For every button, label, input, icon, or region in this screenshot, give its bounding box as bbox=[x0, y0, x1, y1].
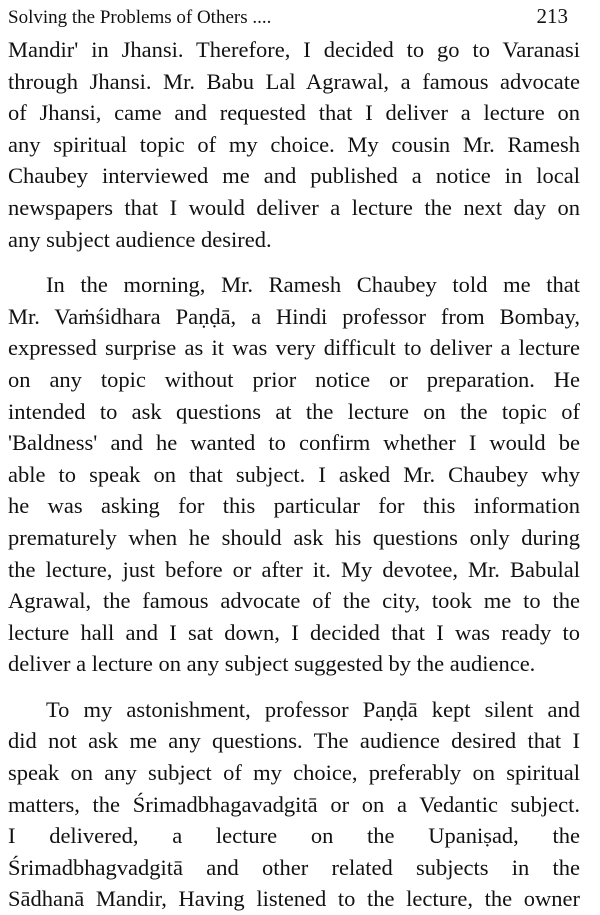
text-line: Mr. Vaṁśidhara Paṇḍā, a Hindi professor from Bombay, bbox=[8, 303, 580, 329]
text-line: prematurely when he should ask his questions only during bbox=[8, 524, 580, 550]
text-line: he was asking for this particular for this information bbox=[8, 493, 580, 519]
text-line: Sādhanā Mandir, Having listened to the lecture, the owner bbox=[8, 886, 580, 912]
text-line: In the morning, Mr. Ramesh Chaubey told me that bbox=[46, 272, 580, 298]
text-line: through Jhansi. Mr. Babu Lal Agrawal, a famous advocate bbox=[8, 68, 580, 94]
running-header bbox=[8, 0, 580, 34]
page-number: 213 bbox=[536, 4, 568, 28]
text-line: of Jhansi, came and requested that I deliver a lecture on bbox=[8, 100, 580, 126]
text-line: any subject audience desired. bbox=[8, 226, 272, 252]
text-line: 'Baldness' and he wanted to confirm whether I would be bbox=[8, 430, 580, 456]
text-line: lecture hall and I sat down, I decided that I was ready to bbox=[8, 619, 580, 645]
text-line: intended to ask questions at the lecture on the topic of bbox=[8, 398, 580, 424]
text-line: speak on any subject of my choice, preferably on spiritual bbox=[8, 760, 580, 786]
text-line: on any topic without prior notice or preparation. He bbox=[8, 366, 580, 392]
text-line: expressed surprise as it was very difficult to deliver a lecture bbox=[8, 335, 580, 361]
text-line: newspapers that I would deliver a lecture the next day on bbox=[8, 194, 580, 220]
text-line: Chaubey interviewed me and published a notice in local bbox=[8, 163, 580, 189]
text-line: matters, the Śrimadbhagavadgitā or on a Vedantic subject. bbox=[8, 791, 580, 817]
text-line: Mandir' in Jhansi. Therefore, I decided to go to Varanasi bbox=[8, 37, 580, 62]
chapter-title: Solving the Problems of Others .... bbox=[8, 7, 272, 28]
text-line: Agrawal, the famous advocate of the city, took me to the bbox=[8, 588, 580, 614]
text-line: the lecture, just before or after it. My devotee, Mr. Babulal bbox=[8, 556, 580, 582]
paragraph-1 bbox=[8, 34, 580, 255]
paragraph-2 bbox=[8, 269, 580, 680]
text-line: Śrimadbhagvadgitā and other related subjects in the bbox=[8, 854, 580, 880]
body-text bbox=[8, 34, 580, 915]
text-line: I delivered, a lecture on the Upaniṣad, the bbox=[8, 823, 580, 849]
text-line: able to speak on that subject. I asked Mr. Chaubey why bbox=[8, 461, 580, 487]
text-line: deliver a lecture on any subject suggested by the audience. bbox=[8, 651, 536, 677]
text-line: To my astonishment, professor Paṇḍā kept silent and bbox=[46, 696, 580, 722]
text-line: did not ask me any questions. The audience desired that I bbox=[8, 728, 580, 754]
paragraph-3 bbox=[8, 694, 580, 915]
text-line: any spiritual topic of my choice. My cousin Mr. Ramesh bbox=[8, 131, 580, 157]
